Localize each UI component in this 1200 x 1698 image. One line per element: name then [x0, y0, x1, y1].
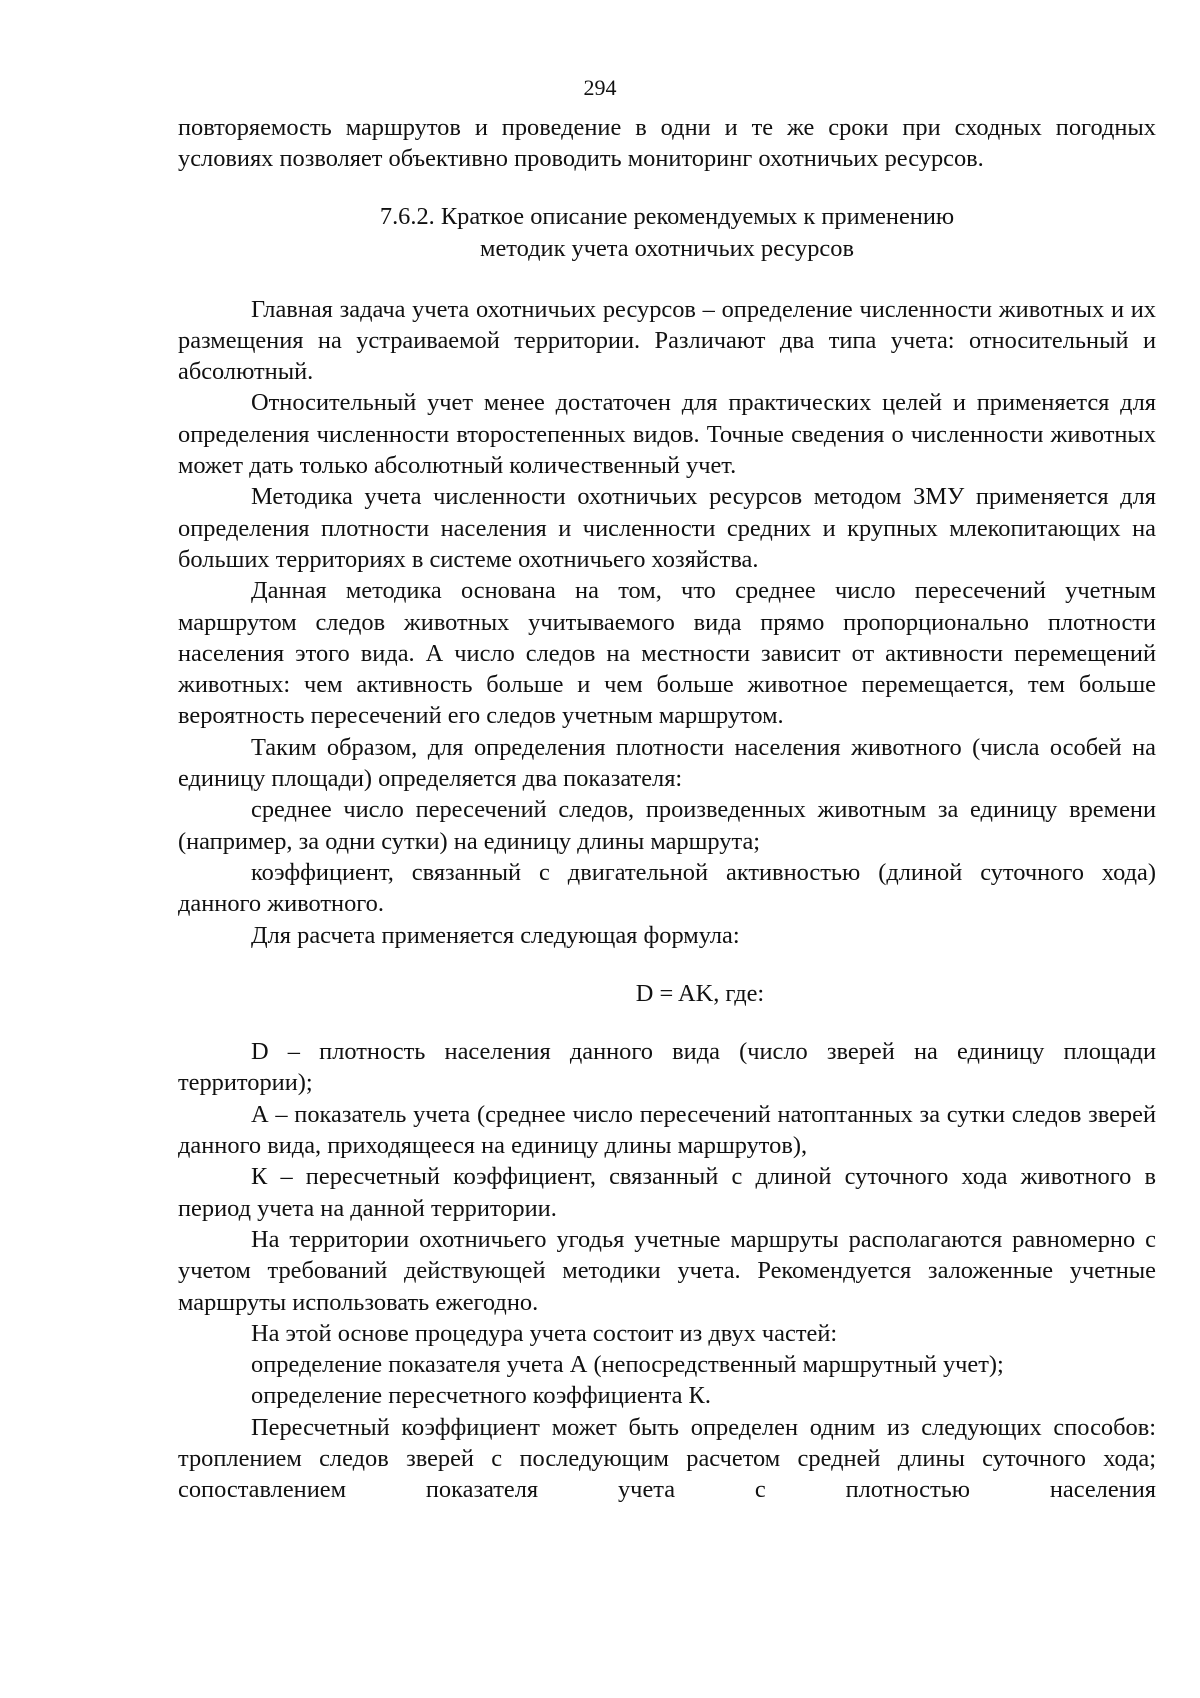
paragraph-procedure-parts: На этой основе процедура учета состоит из двух частей: — [251, 1319, 838, 1347]
paragraph-relative-count: Относительный учет менее достаточен для практических целей и применяется для определения численности второстепенных видов. Точные сведения о численности животных может дать только абсолютный количественный учет. — [178, 389, 1156, 480]
procedure-part-a: определение показателя учета А (непосредственный маршрутный учет); — [251, 1351, 1004, 1379]
paragraph-method-basis: Данная методика основана на том, что среднее число пересечений учетным маршрутом следов животных учитываемого вида прямо пропорционально плотности населения этого вида. А число следов на местности зависит от активности перемещений животных: чем активность больше и чем больше животное перемещается, тем больше вероятность пересечений его следов учетным маршрутом. — [178, 577, 1156, 730]
page-content — [178, 112, 1156, 1506]
paragraph-zmu-method: Методика учета численности охотничьих ресурсов методом ЗМУ применяется для определения плотности населения и численности средних и крупных млекопитающих на больших территориях в системе охотничьего хозяйства. — [178, 483, 1156, 573]
paragraph-formula-intro: Для расчета применяется следующая формула: — [251, 921, 740, 949]
intro-paragraph: повторяемость маршрутов и проведение в одни и те же сроки при сходных погодных условиях позволяет объективно проводить мониторинг охотничьих ресурсов. — [178, 114, 1156, 173]
definition-density: D – плотность населения данного вида (число зверей на единицу площади территории); — [178, 1038, 1156, 1097]
paragraph-coefficient-methods: Пересчетный коэффициент может быть определен одним из следующих способов: троплением следов зверей с последующим расчетом средней длины суточного хода; сопоставлением показателя учета с плотностью населения — [178, 1413, 1156, 1504]
section-heading-line-2: методик учета охотничьих ресурсов — [480, 234, 854, 262]
density-formula: D = AK, где: — [635, 979, 765, 1007]
definition-conversion-coefficient: К – пересчетный коэффициент, связанный с длиной суточного хода животного в период учета на данной территории. — [178, 1163, 1156, 1222]
paragraph-main-task: Главная задача учета охотничьих ресурсов – определение численности животных и их размещения на устраиваемой территории. Различают два типа учета: относительный и абсолютный. — [178, 295, 1156, 386]
section-heading — [178, 201, 1156, 265]
procedure-part-k: определение пересчетного коэффициента К. — [251, 1382, 711, 1410]
paragraph-route-placement: На территории охотничьего угодья учетные маршруты располагаются равномерно с учетом требований действующей методики учета. Рекомендуется заложенные учетные маршруты использовать ежегодно. — [178, 1225, 1156, 1316]
paragraph-two-indicators: Таким образом, для определения плотности населения животного (числа особей на единицу площади) определяется два показателя: — [178, 733, 1156, 793]
paragraph-indicator-coefficient: коэффициент, связанный с двигательной активностью (длиной суточного хода) данного животного. — [178, 858, 1156, 918]
paragraph-indicator-average: среднее число пересечений следов, произведенных животным за единицу времени (например, за одни сутки) на единицу длины маршрута; — [178, 796, 1156, 855]
definition-count-indicator: А – показатель учета (среднее число пересечений натоптанных за сутки следов зверей данного вида, приходящееся на единицу длины маршрутов), — [178, 1100, 1156, 1160]
page-number: 294 — [583, 75, 617, 100]
section-heading-line-1: 7.6.2. Краткое описание рекомендуемых к применению — [379, 202, 955, 230]
